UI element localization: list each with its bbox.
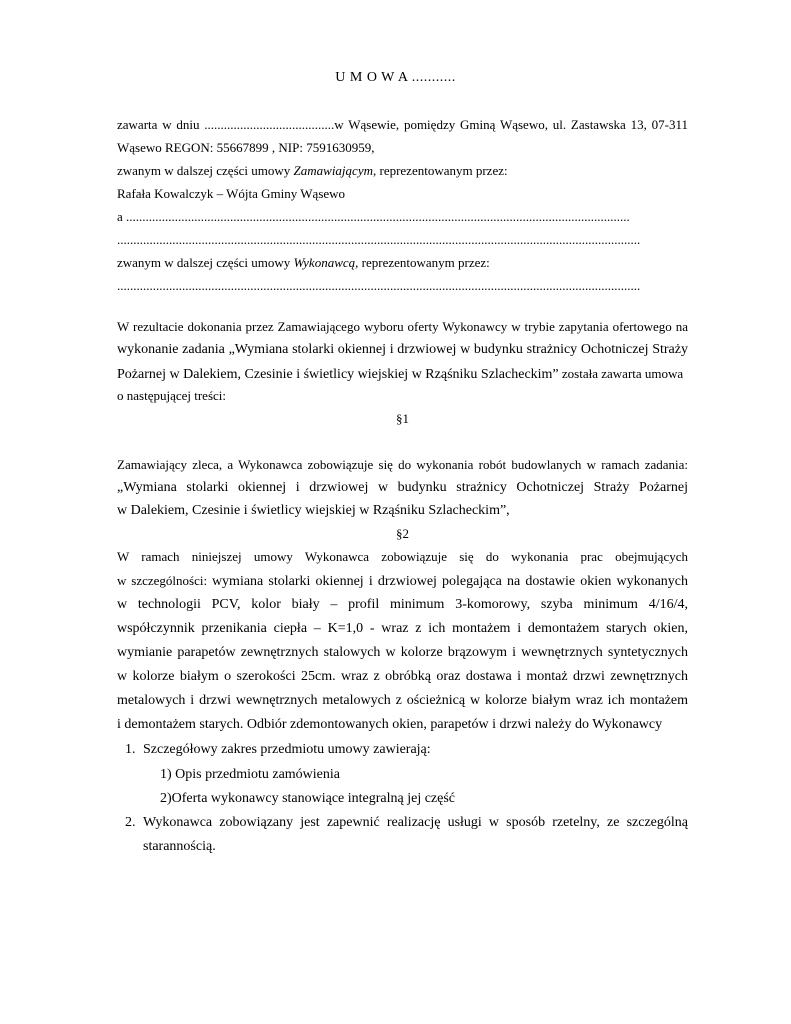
list-item-text: Szczegółowy zakres przedmiotu umowy zawierają: (143, 742, 431, 757)
section-2-line-2a: w szczególności: (117, 573, 212, 588)
intro-line-3a: Pożarnej w Dalekiem, Czesinie i świetlicy wiejskiej w Rząśniku Szlacheckim” (117, 367, 559, 382)
list-item-number: 2. (125, 815, 136, 830)
section-1-line-2: „Wymiana stolarki okiennej i drzwiowej w budynku strażnicy Ochotniczej Straży Pożarnej (117, 480, 688, 495)
zamawiajacy-pre: zwanym w dalszej części umowy (117, 163, 294, 178)
zamawiajacy-line (117, 163, 688, 179)
section-2-line-6: w kolorze białym o szerokości 25cm. wraz z obróbką oraz dostawa i montaż drzwi zewnętrznych (117, 669, 688, 684)
zamawiajacy-em: Zamawiającym (293, 163, 373, 178)
contractor-rep-dots-line: ................................................................................................................................................................. (117, 278, 641, 293)
section-2-line-3: w technologii PCV, kolor biały – profil minimum 3-komorowy, szyba minimum 4/16/4, (117, 597, 688, 612)
intro-line-3b: została zawarta umowa (558, 366, 684, 381)
wykonawca-pre: zwanym w dalszej części umowy (117, 255, 294, 270)
list-item (117, 742, 688, 762)
section-2-line-4: współczynnik przenikania ciepła – K=1,0 - wraz z ich montażem i demontażem starych okien, (117, 621, 688, 636)
contractor-dots-line-2: ................................................................................................................................................................. (117, 232, 641, 247)
section-1-line-3: w Dalekiem, Czesinie i świetlicy wiejskiej w Rząśniku Szlacheckim”, (117, 503, 510, 518)
representative-line: Rafała Kowalczyk – Wójta Gminy Wąsewo (117, 186, 346, 201)
sub-list-item: 2)Oferta wykonawcy stanowiące integralną jej część (160, 791, 456, 806)
zamawiajacy-post: , reprezentowanym przez: (372, 163, 508, 178)
list-item-text-line-1: Wykonawca zobowiązany jest zapewnić realizację usługi w sposób rzetelny, ze szczególną (143, 815, 688, 830)
wykonawca-post: reprezentowanym przez: (358, 255, 490, 270)
section-2-line-5: wymianie parapetów zewnętrznych stalowych w kolorze brązowym i wewnętrznych syntetycznych (117, 645, 688, 660)
sub-list-item: 1) Opis przedmiotu zamówienia (160, 767, 341, 782)
document-title: U M O W A ........... (335, 70, 456, 85)
contractor-dots-line-1: a ........................................................................................................................................................... (117, 209, 630, 224)
wykonawca-line (117, 255, 688, 271)
section-2-line-2b: wymiana stolarki okiennej i drzwiowej polegająca na dostawie okien wykonanych (211, 574, 688, 589)
section-2-line-1: W ramach niniejszej umowy Wykonawca zobowiązuje się do wykonania prac obejmujących (117, 549, 688, 564)
list-item-text-line-2: starannością. (143, 839, 216, 854)
regon-nip-line: Wąsewo REGON: 55667899 , NIP: 7591630959, (117, 140, 375, 155)
intro-line-1: W rezultacie dokonania przez Zamawiającego wyboru oferty Wykonawcy w trybie zapytania ofertowego na (117, 319, 688, 334)
section-2-line-8: i demontażem starych. Odbiór zdemontowanych okien, parapetów i drzwi należy do Wykonawcy (117, 717, 663, 732)
list-item-number: 1. (125, 742, 136, 757)
intro-line-4: o następującej treści: (117, 388, 227, 403)
intro-line-2: wykonanie zadania „Wymiana stolarki okiennej i drzwiowej w budynku strażnicy Ochotniczej Straży (117, 342, 688, 357)
section-2-line-7: metalowych i drzwi wewnętrznych metalowych z ościeżnicą w kolorze białym wraz ich montażem (117, 693, 688, 708)
intro-line-3 (117, 365, 688, 383)
section-2-line-2 (117, 572, 688, 590)
section-2-heading: §2 (396, 526, 409, 541)
section-1-heading: §1 (396, 411, 409, 426)
wykonawca-em: Wykonawcą, (293, 255, 359, 270)
list-item (117, 815, 688, 859)
section-1-line-1: Zamawiający zleca, a Wykonawca zobowiązuje się do wykonania robót budowlanych w ramach zadania: (117, 457, 688, 472)
contract-date-line: zawarta w dniu ........................................w Wąsewie, pomiędzy Gminą Wąsewo, ul. Zastawska 13, 07-311 (117, 117, 688, 132)
